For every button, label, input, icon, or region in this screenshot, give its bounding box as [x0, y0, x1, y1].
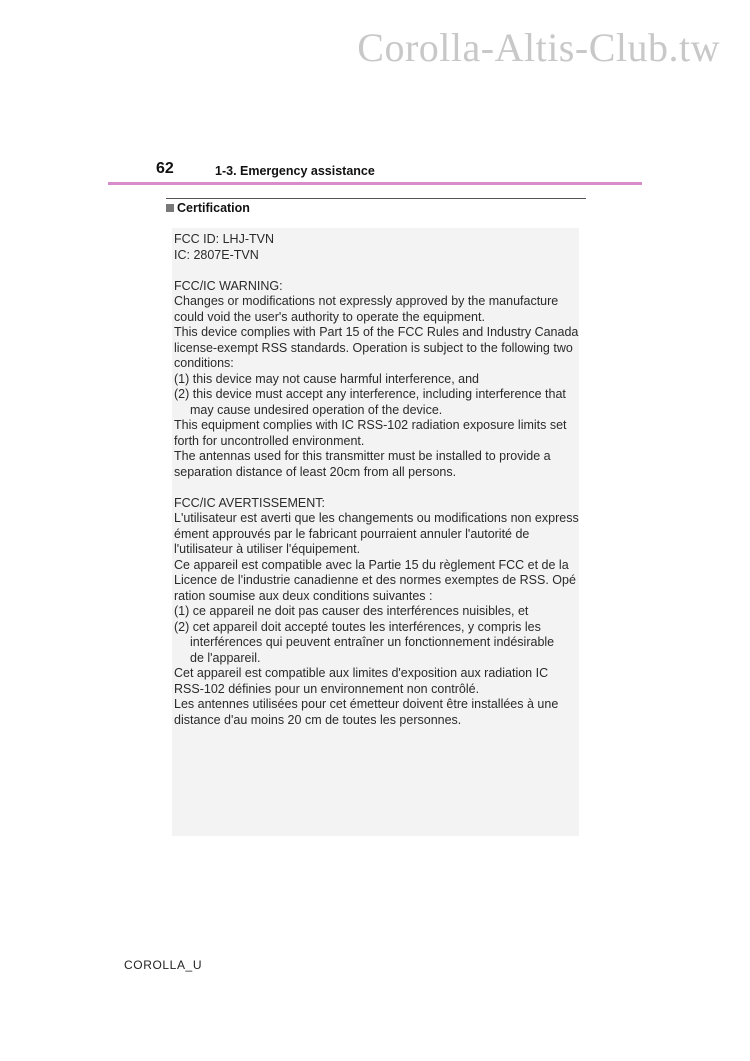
footer-model-code: COROLLA_U [124, 958, 203, 972]
certification-heading-label: Certification [177, 201, 250, 215]
text-line: license-exempt RSS standards. Operation is subject to the following two [174, 340, 573, 355]
text-line: Ce appareil est compatible avec la Partie 15 du règlement FCC et de la [174, 557, 569, 572]
watermark: Corolla-Altis-Club.tw [357, 25, 720, 70]
blank-line [174, 480, 584, 496]
text-line: Licence de l'industrie canadienne et des normes exemptes de RSS. Opé [174, 573, 576, 587]
text-line: The antennas used for this transmitter must be installed to provide a [174, 449, 551, 463]
text-line: L'utilisateur est averti que les changements ou modifications non express [174, 511, 579, 525]
text-line: This device complies with Part 15 of the FCC Rules and Industry Canada [174, 325, 579, 339]
text-line: l'utilisateur à utiliser l'équipement. [174, 542, 361, 556]
text-line: ration soumise aux deux conditions suivantes : [174, 588, 433, 603]
text-line: FCC ID: LHJ-TVN [174, 232, 274, 246]
square-bullet-icon [166, 204, 174, 212]
text-line: (1) this device may not cause harmful interference, and [174, 371, 480, 386]
text-line: forth for uncontrolled environment. [174, 433, 365, 448]
text-line: (2) this device must accept any interference, including interference that [174, 387, 566, 401]
text-line: Changes or modifications not expressly approved by the manufacture [174, 294, 559, 308]
blank-line [174, 263, 584, 279]
text-line: FCC/IC WARNING: [174, 278, 283, 293]
text-line: interférences qui peuvent entraîner un fonctionnement indésirable [190, 635, 555, 649]
text-line: RSS-102 définies pour un environnement non contrôlé. [174, 681, 480, 696]
text-line: distance d'au moins 20 cm de toutes les personnes. [174, 712, 462, 727]
header-divider [108, 182, 642, 185]
certification-heading [166, 201, 250, 215]
text-line: IC: 2807E-TVN [174, 247, 259, 262]
text-line: may cause undesired operation of the device. [190, 402, 443, 417]
text-line: FCC/IC AVERTISSEMENT: [174, 495, 325, 510]
text-line: Les antennes utilisées pour cet émetteur doivent être installées à une [174, 697, 559, 711]
text-line: Cet appareil est compatible aux limites d'exposition aux radiation IC [174, 666, 549, 680]
text-line: could void the user's authority to operate the equipment. [174, 309, 485, 324]
text-line: (1) ce appareil ne doit pas causer des interférences nuisibles, et [174, 604, 529, 618]
section-divider [166, 198, 586, 199]
page-number: 62 [156, 160, 174, 177]
text-line: ément approuvés par le fabricant pourraient annuler l'autorité de [174, 526, 530, 541]
text-line: This equipment complies with IC RSS-102 radiation exposure limits set [174, 418, 567, 432]
text-line: de l'appareil. [190, 650, 261, 665]
section-title: 1-3. Emergency assistance [215, 164, 375, 178]
certification-text [174, 232, 584, 728]
text-line: conditions: [174, 356, 234, 370]
text-line: separation distance of least 20cm from all persons. [174, 464, 457, 479]
text-line: (2) cet appareil doit accepté toutes les interférences, y compris les [174, 619, 541, 634]
